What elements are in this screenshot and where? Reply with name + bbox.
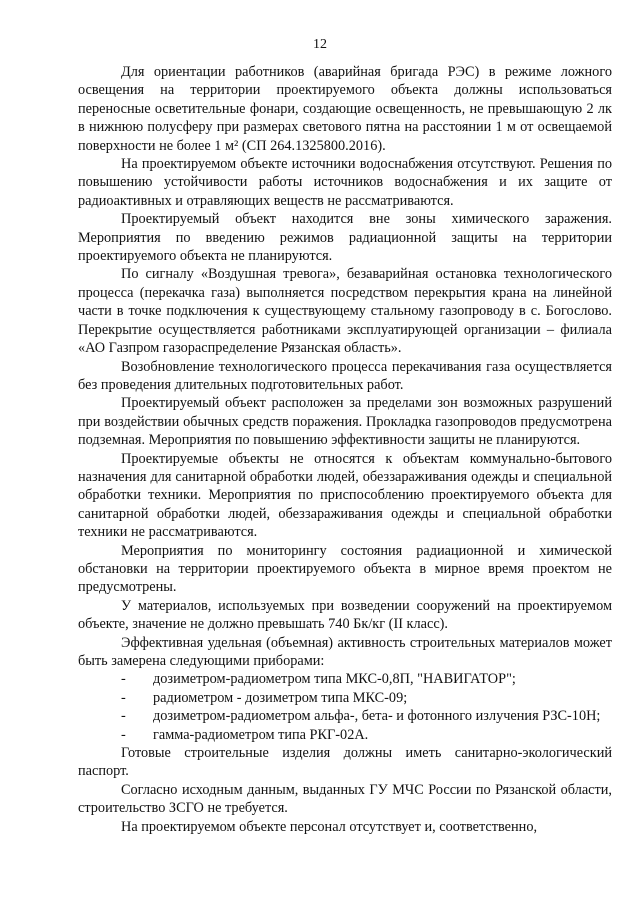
list-item-text: дозиметром-радиометром типа МКС-0,8П, "НАВИГАТОР"; xyxy=(153,671,516,688)
paragraph-emergency-lighting: Для ориентации работников (аварийная бригада РЭС) в режиме ложного освещения на территории проектируемого объекта должны использоваться переносные осветительные фонари, создающие освещенность, не превышающую 2 лк в нижнюю полусферу при размерах светового пятна на расстоянии 1 м от освещаемой поверхности не более 1 м² (СП 264.1325800.2016). xyxy=(78,64,612,154)
paragraph-activity-measurement: Эффективная удельная (объемная) активность строительных материалов может быть замерена следующими приборами: xyxy=(78,634,612,669)
list-item-text: дозиметром-радиометром альфа-, бета- и фотонного излучения РЗС-10Н; xyxy=(153,708,601,725)
list-marker: - xyxy=(121,689,126,706)
paragraph-monitoring: Мероприятия по мониторингу состояния радиационной и химической обстановки на территории проектируемого объекта в мирное время проектом не предусмотрены. xyxy=(78,542,612,596)
paragraph-water-supply: На проектируемом объекте источники водоснабжения отсутствуют. Решения по повышению устойчивости работы источников водоснабжения и их защите от радиоактивных и отравляющих веществ не рассматриваются. xyxy=(78,156,612,209)
paragraph-air-raid-signal: По сигналу «Воздушная тревога», безаварийная остановка технологического процесса (перекачка газа) выполняется посредством перекрытия крана на линейной части в точке подключения к существующему стальному газопроводу в с. Богослово. Перекрытие осуществляется работниками эксплуатирующей организации – филиала «АО Газпром газораспределение Рязанская область». xyxy=(78,266,612,357)
paragraph-materials-limit: У материалов, используемых при возведении сооружений на проектируемом объекте, значение не должно превышать 740 Бк/кг (II класс). xyxy=(78,597,612,633)
list-marker: - xyxy=(121,726,126,743)
list-item xyxy=(78,670,612,688)
paragraph-sanitary-treatment: Проектируемые объекты не относятся к объектам коммунально-бытового назначения для санитарной обработки людей, обеззараживания одежды и специальной обработки техники. Мероприятия по приспособлению проектируемого объекта для санитарной обработки людей, обеззараживания одежды и специальной обработки техники не рассматриваются. xyxy=(78,450,612,541)
instrument-list xyxy=(78,670,612,744)
list-item-text: радиометром - дозиметром типа МКС-09; xyxy=(153,689,408,706)
paragraph-process-resumption: Возобновление технологического процесса перекачивания газа осуществляется без проведения длительных подготовительных работ. xyxy=(78,358,612,393)
list-item-text: гамма-радиометром типа РКГ-02А. xyxy=(153,726,369,743)
paragraph-destruction-zones: Проектируемый объект расположен за пределами зон возможных разрушений при воздействии обычных средств поражения. Прокладка газопроводов предусмотрена подземная. Мероприятия по повышению эффективности защиты не планируются. xyxy=(78,395,612,449)
paragraph-building-passport: Готовые строительные изделия должны иметь санитарно-экологический паспорт. xyxy=(78,745,612,780)
paragraph-civil-defense-shelter: Согласно исходным данным, выданных ГУ МЧС России по Рязанской области, строительство ЗСГО не требуется. xyxy=(78,781,612,817)
list-marker: - xyxy=(121,671,126,688)
paragraph-personnel: На проектируемом объекте персонал отсутствует и, соответственно, xyxy=(121,818,538,835)
document-body xyxy=(78,63,612,836)
page-number: 12 xyxy=(313,37,327,52)
list-item xyxy=(78,707,612,725)
list-item xyxy=(78,726,612,744)
list-item xyxy=(78,689,612,707)
paragraph-chemical-zone: Проектируемый объект находится вне зоны химического заражения. Мероприятия по введению режимов радиационной защиты на территории проектируемого объекта не планируются. xyxy=(78,211,612,265)
list-marker: - xyxy=(121,708,126,725)
